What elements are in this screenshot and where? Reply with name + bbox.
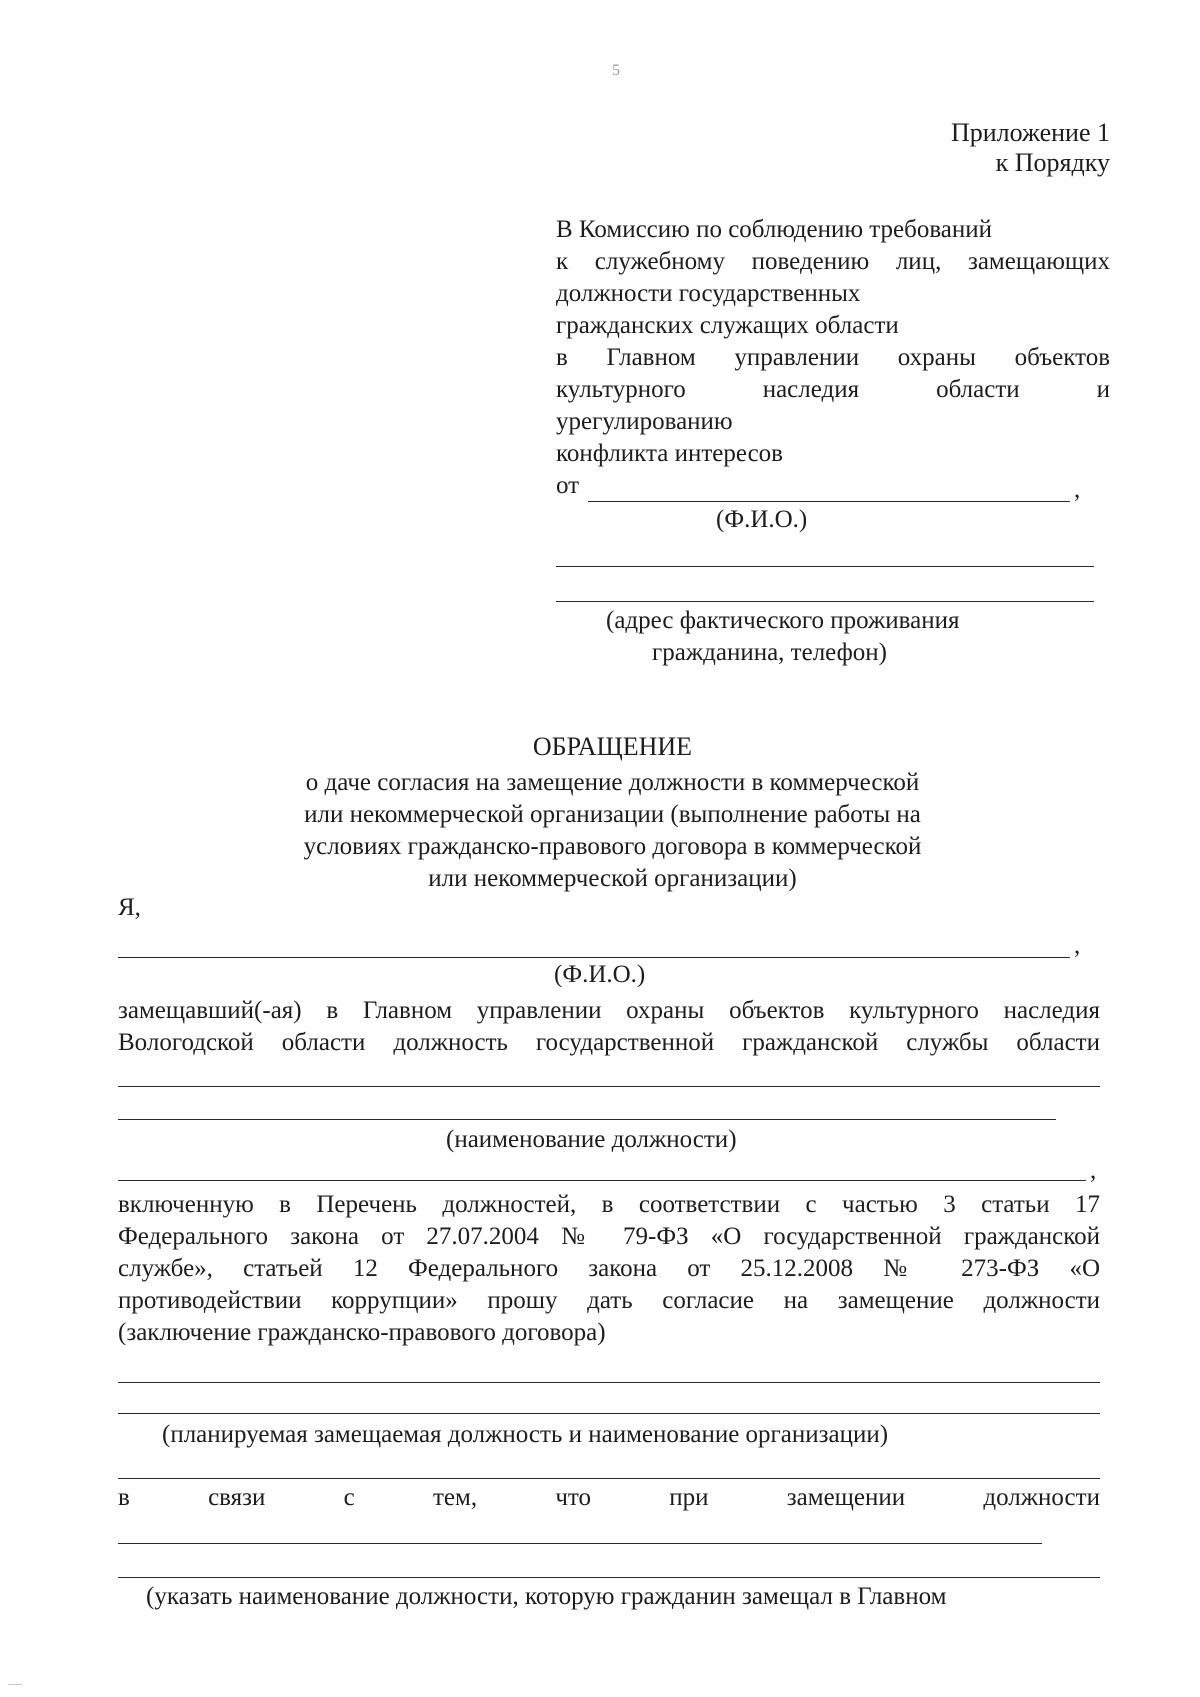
served-line-2: Вологодской области должность государственной гражданской службы области [118, 1029, 1100, 1056]
addressee-word: и [1096, 376, 1110, 403]
addressee-line-5: в Главном управлении охраны объектов [556, 344, 1110, 371]
address-caption-1: (адрес фактического проживания [606, 607, 960, 634]
title-sub-line-3: условиях гражданско-правового договора в коммерческой [303, 833, 922, 860]
page-number: 5 [612, 62, 620, 79]
connection-word: замещении [786, 1484, 906, 1511]
addressee-line-4: гражданских служащих области [556, 312, 899, 339]
position-caption: (наименование должности) [446, 1126, 737, 1153]
appendix-line-2: к Порядку [995, 148, 1110, 177]
connection-word: тем, [433, 1484, 478, 1511]
from-label: от [556, 472, 580, 499]
addressee-line-7: урегулированию [556, 408, 733, 435]
title-sub-line-2: или некоммерческой организации (выполнение работы на [304, 801, 921, 828]
ya-label: Я, [118, 894, 141, 921]
addressee-line-6 [556, 375, 1110, 405]
title-sub-line-1: о даче согласия на замещение должности в коммерческой [305, 769, 920, 796]
ya-fio-line [118, 957, 1070, 958]
position-line-1 [118, 1086, 1100, 1087]
included-line-1: включенную в Перечень должностей, в соответствии с частью 3 статьи 17 [118, 1191, 1100, 1218]
connection-word: при [669, 1484, 709, 1511]
ya-comma: , [1074, 932, 1081, 959]
addressee-word: области [936, 376, 1020, 403]
addressee-line-2: к служебному поведению лиц, замещающих [556, 248, 1110, 275]
planned-line-3 [118, 1478, 1100, 1479]
address-line-1 [556, 566, 1094, 567]
connection-word: в [118, 1484, 130, 1511]
from-comma: , [1074, 476, 1081, 503]
title-sub-line-4: или некоммерческой организации) [428, 865, 797, 892]
included-line-3: службе», статьей 12 Федерального закона от 25.12.2008 № 273-ФЗ «О [118, 1255, 1100, 1282]
connection-blank-line-2 [118, 1577, 1100, 1578]
addressee-word: культурного [556, 376, 686, 403]
indicate-caption: (указать наименование должности, которую гражданин замещал в Главном [146, 1583, 947, 1610]
from-fio-line [588, 501, 1070, 502]
position-line-3 [118, 1180, 1086, 1181]
addressee-line-1: В Комиссию по соблюдению требований [556, 216, 993, 243]
connection-word: с [343, 1484, 355, 1511]
address-caption-2: гражданина, телефон) [652, 639, 887, 666]
position-line-2 [118, 1119, 1056, 1120]
planned-line-1 [118, 1382, 1100, 1383]
addressee-word: наследия [762, 376, 860, 403]
included-line-4: противодействии коррупции» прошу дать согласие на замещение должности [118, 1287, 1100, 1314]
connection-word: должности [983, 1484, 1100, 1511]
ya-fio-caption: (Ф.И.О.) [554, 961, 646, 988]
position-comma: , [1090, 1157, 1097, 1184]
connection-blank-line-1 [118, 1543, 1042, 1544]
served-line-1: замещавший(-ая) в Главном управлении охраны объектов культурного наследия [118, 997, 1100, 1024]
from-fio-caption: (Ф.И.О.) [716, 506, 808, 533]
connection-line [118, 1483, 1100, 1513]
document-title: ОБРАЩЕНИЕ [532, 732, 693, 761]
addressee-line-8: конфликта интересов [556, 440, 783, 467]
address-line-2 [556, 601, 1094, 602]
connection-word: что [555, 1484, 592, 1511]
addressee-line-3: должности государственных [556, 280, 861, 307]
appendix-line-1: Приложение 1 [950, 118, 1110, 147]
connection-word: связи [208, 1484, 266, 1511]
scan-edge-mark [8, 1684, 22, 1685]
included-line-2: Федерального закона от 27.07.2004 № 79-ФЗ «О государственной гражданской [118, 1223, 1100, 1250]
planned-line-2 [118, 1413, 1100, 1414]
included-line-5: (заключение гражданско-правового договора) [118, 1319, 606, 1346]
planned-caption: (планируемая замещаемая должность и наименование организации) [162, 1421, 889, 1448]
